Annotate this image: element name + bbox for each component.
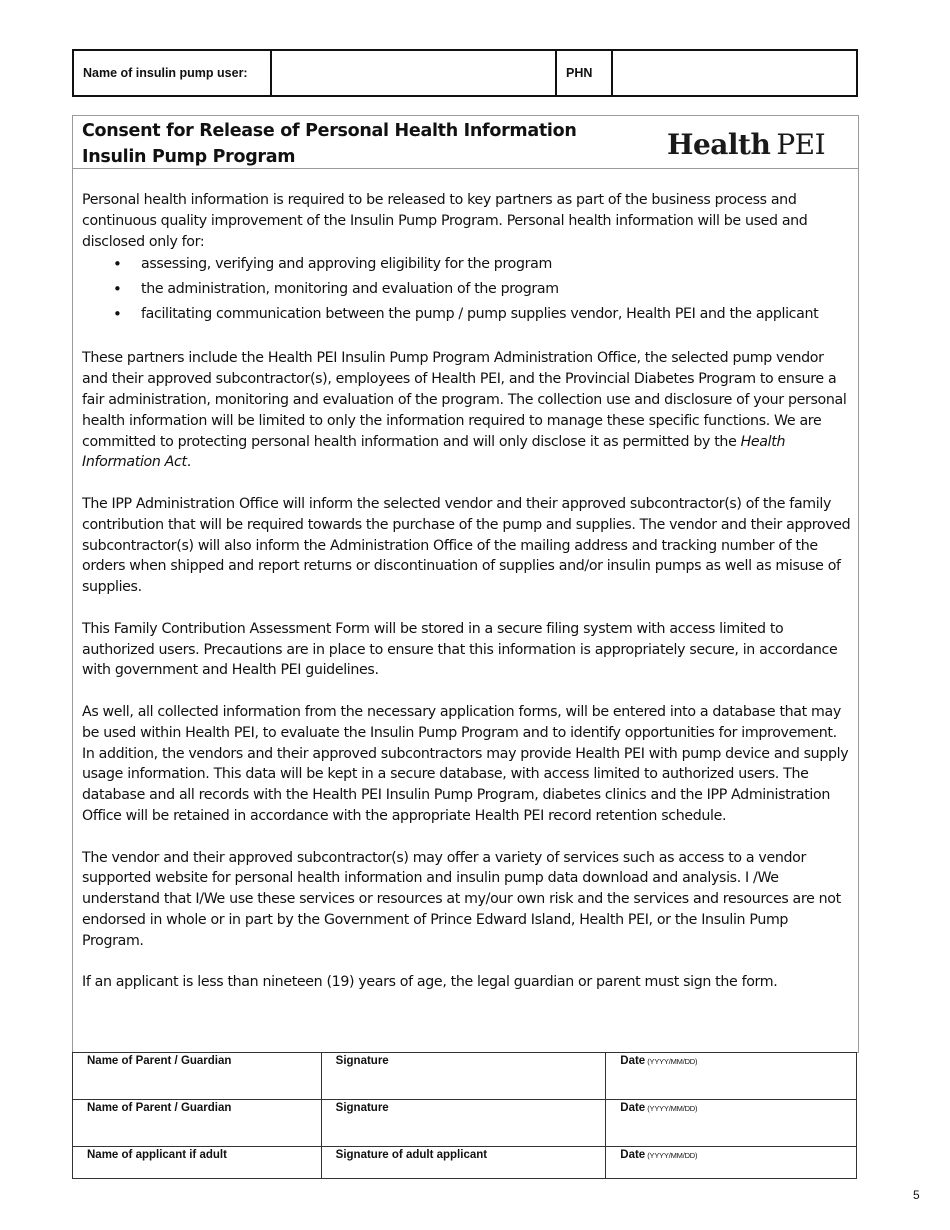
guardian-1-date-label: Date (620, 1055, 646, 1067)
guardian-2-name-field[interactable] (73, 1100, 322, 1147)
partners-paragraph (82, 348, 852, 473)
phn-label: PHN (557, 51, 613, 95)
health-information-act: Health Information Act (82, 433, 786, 471)
form-title (82, 118, 577, 170)
table-row (73, 1053, 857, 1100)
signature-table (72, 1052, 857, 1179)
date-format-hint: (YYYY/MM/DD) (647, 1151, 698, 1160)
guardian-1-signature-label: Signature (335, 1055, 389, 1067)
phn-field[interactable] (613, 51, 856, 95)
guardian-2-date-label: Date (620, 1102, 646, 1114)
applicant-name-label: Name of applicant if adult (87, 1149, 227, 1161)
logo-word: Health (667, 128, 771, 161)
guardian-1-name-field[interactable] (73, 1053, 322, 1100)
applicant-signature-field[interactable] (321, 1147, 606, 1179)
guardian-2-signature-label: Signature (335, 1102, 389, 1114)
date-format-hint: (YYYY/MM/DD) (647, 1104, 698, 1113)
vendor-services-paragraph: The vendor and their approved subcontractor(s) may offer a variety of services such as access to a vendor supported website for personal health information and insulin pump data download and analysis. I /We understand that I/We use these services or resources at my/our own risk and the services and resources are not endorsed in whole or in part by the Government of Prince Edward Island, Health PEI, or the Insulin Pump Program. (82, 849, 841, 949)
consent-body (82, 190, 852, 1014)
guardian-1-date-field[interactable] (606, 1053, 857, 1100)
guardian-2-date-field[interactable] (606, 1100, 857, 1147)
pump-user-identifier-table (72, 49, 858, 97)
ipp-office-paragraph: The IPP Administration Office will inform the selected vendor and their approved subcontractor(s) of the family contribution that will be required towards the purchase of the pump and supplies. The vendor and their approved subcontractor(s) will also inform the Administration Office of the mailing address and tracking number of the orders when shipped and report returns or discontinuation of supplies and/or insulin pumps as well as misuse of supplies. (82, 495, 851, 596)
guardian-1-name-label: Name of Parent / Guardian (87, 1055, 232, 1067)
storage-paragraph: This Family Contribution Assessment Form will be stored in a secure filing system with access limited to authorized users. Precautions are in place to ensure that this information is appropriately secure, in accordance with government and Health PEI guidelines. (82, 620, 838, 679)
pump-user-name-field[interactable] (272, 51, 557, 95)
form-title-line-1: Consent for Release of Personal Health Information (82, 121, 577, 141)
table-row (73, 1147, 857, 1179)
list-item: • the administration, monitoring and evaluation of the program (82, 277, 852, 302)
form-title-line-2: Insulin Pump Program (82, 147, 296, 167)
guardian-2-name-label: Name of Parent / Guardian (87, 1102, 232, 1114)
partners-text-end: . (186, 454, 191, 471)
health-pei-logo (667, 129, 825, 161)
pump-user-name-label: Name of insulin pump user: (74, 51, 272, 95)
date-format-hint: (YYYY/MM/DD) (647, 1057, 698, 1066)
table-row (73, 1100, 857, 1147)
applicant-date-label: Date (620, 1149, 646, 1161)
applicant-name-field[interactable] (73, 1147, 322, 1179)
guardian-2-signature-field[interactable] (321, 1100, 606, 1147)
age-requirement-paragraph: If an applicant is less than nineteen (19) years of age, the legal guardian or parent must sign the form. (82, 974, 778, 991)
partners-text: These partners include the Health PEI Insulin Pump Program Administration Office, the selected pump vendor and their approved subcontractor(s), employees of Health PEI, and the Provincial Diabetes Program to ensure a fair administration, monitoring and evaluation of the program. The collection use and disclosure of your personal health information will be limited to only the information required to manage these specific functions. We are committed to protecting personal health information and will only disclose it as permitted by the (82, 350, 847, 450)
list-item: • facilitating communication between the pump / pump supplies vendor, Health PEI and the applicant (82, 302, 852, 327)
form-header (73, 116, 858, 169)
purpose-list (82, 252, 852, 327)
page-number: 5 (913, 1188, 920, 1202)
applicant-signature-label: Signature of adult applicant (335, 1149, 488, 1161)
list-item: • assessing, verifying and approving eligibility for the program (82, 252, 852, 277)
logo-acronym: PEI (776, 128, 826, 161)
guardian-1-signature-field[interactable] (321, 1053, 606, 1100)
applicant-date-field[interactable] (606, 1147, 857, 1179)
consent-form-box (72, 115, 859, 1053)
intro-paragraph: Personal health information is required to be released to key partners as part of the business process and continuous quality improvement of the Insulin Pump Program. Personal health information will be used and disclosed only for: (82, 192, 808, 250)
database-paragraph: As well, all collected information from the necessary application forms, will be entered into a database that may be used within Health PEI, to evaluate the Insulin Pump Program and to identify opportunities for improvement. In addition, the vendors and their approved subcontractors may provide Health PEI with pump device and supply usage information. This data will be kept in a secure database, with access limited to authorized users. The database and all records with the Health PEI Insulin Pump Program, diabetes clinics and the IPP Administration Office will be retained in accordance with the appropriate Health PEI record retention schedule. (82, 703, 849, 824)
